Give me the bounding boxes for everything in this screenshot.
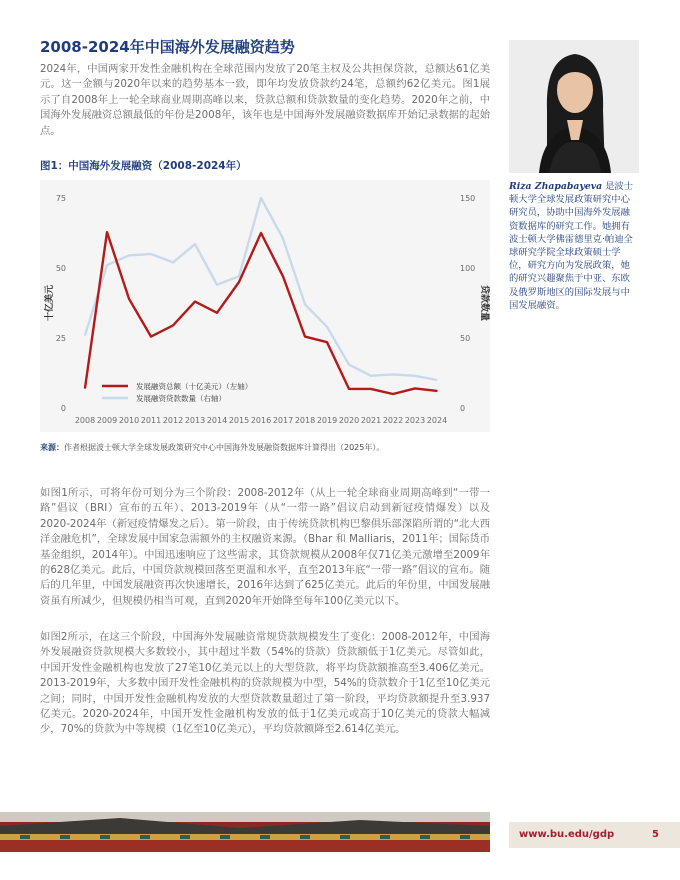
left-axis-tick-label: 25 xyxy=(55,334,66,343)
x-axis-tick-label: 2011 xyxy=(140,416,162,425)
point-loan-amount xyxy=(150,336,152,338)
point-loan-count xyxy=(326,326,328,328)
x-axis-tick-label: 2013 xyxy=(184,416,206,425)
point-loan-count xyxy=(392,374,394,376)
point-loan-count xyxy=(304,304,306,306)
x-axis-tick-label: 2022 xyxy=(382,416,404,425)
left-axis-label: 十亿美元 xyxy=(45,284,55,322)
point-loan-amount xyxy=(436,390,438,392)
point-loan-amount xyxy=(282,276,284,278)
point-loan-amount xyxy=(106,231,108,233)
x-axis-tick-label: 2010 xyxy=(118,416,140,425)
x-axis-tick-label: 2016 xyxy=(250,416,272,425)
point-loan-amount xyxy=(326,341,328,343)
x-axis-tick-label: 2009 xyxy=(96,416,118,425)
right-axis-tick-label: 0 xyxy=(460,404,466,413)
legend-label-loan-count: 发展融资贷款数量（右轴） xyxy=(136,394,226,403)
point-loan-amount xyxy=(348,388,350,390)
x-axis-tick-label: 2014 xyxy=(206,416,228,425)
point-loan-count xyxy=(238,276,240,278)
source-note xyxy=(40,442,384,453)
point-loan-amount xyxy=(172,325,174,327)
point-loan-count xyxy=(348,364,350,366)
footer-decorative-image xyxy=(0,812,490,852)
paragraph-loan-size: 如图2所示，在这三个阶段，中国海外发展融资常规贷款规模发生了变化：2008-2012年，中国海外发展融资贷款规模大多数较小，其中超过半数（54%的贷款）贷款额低于1亿美元。尽管如此，中国开发性金融机构也发放了27笔10亿美元以上的大型贷款，将平均贷款额推高至3.406亿美元。2013-2019年，大多数中国开发性金融机构的贷款规模为中型，54%的贷款数介于1亿至10亿美元之间；同时，中国开发性金融机构发放的大型贷款数量超过了第一阶段，平均贷款额提升至3.937亿美元。2020-2024年，中国开发性金融机构发放的低于1亿美元或高于10亿美元的贷款大幅减少，70%的贷款为中等规模（1亿至10亿美元），平均贷款额降至2.614亿美元。 xyxy=(40,631,490,736)
x-axis-tick-label: 2024 xyxy=(426,416,448,425)
source-text: 作者根据波士顿大学全球发展政策研究中心中国海外发展融资数据库计算得出（2025年）。 xyxy=(64,443,385,452)
line-chart xyxy=(40,180,490,432)
x-axis-tick-label: 2017 xyxy=(272,416,294,425)
point-loan-count xyxy=(128,255,130,257)
point-loan-count xyxy=(150,253,152,255)
author-name: Riza Zhapabayeva xyxy=(509,181,603,192)
author-bio xyxy=(509,180,639,312)
point-loan-amount xyxy=(392,393,394,395)
point-loan-amount xyxy=(128,298,130,300)
right-axis-tick-label: 150 xyxy=(460,194,476,203)
figure-title: 图1：中国海外发展融资（2008-2024年） xyxy=(40,160,247,172)
page-number: 5 xyxy=(652,829,659,840)
right-axis-tick-label: 100 xyxy=(460,264,476,273)
point-loan-count xyxy=(282,238,284,240)
point-loan-amount xyxy=(238,281,240,283)
author-portrait-image xyxy=(509,40,639,173)
x-axis-tick-label: 2008 xyxy=(74,416,96,425)
x-axis-tick-label: 2023 xyxy=(404,416,426,425)
point-loan-count xyxy=(414,375,416,377)
point-loan-count xyxy=(106,264,108,266)
point-loan-count xyxy=(436,379,438,381)
paragraph-phases: 如图1所示，可将年份可划分为三个阶段：2008-2012年（从上一轮全球商业周期高峰到“一带一路”倡议（BRI）宣布的五年）、2013-2019年（从“一带一路”倡议启动到新冠疫情爆发）以及2020-2024年（新冠疫情爆发之后）。第一阶段，由于传统贷款机构巴黎俱乐部深陷所谓的“北大西洋金融危机”，全球发展中国家急需额外的主权融资来源。（Bhar 和 Malliaris，2011年；国际货币基金组织，2014年）。中国迅速响应了这些需求，其贷款规模从2008年仅71亿美元激增至2009年的628亿美元。此后，中国贷款规模回落至更温和水平，直至2013年底“一带一路”倡议的宣布。随后的几年里，中国发展融资再次快速增长，2016年达到了625亿美元。此后的年份里，中国发展融资虽有所减少，但规模仍相当可观，直到2020年开始降至每年100亿美元以下。 xyxy=(40,487,490,607)
footer-url-link[interactable]: www.bu.edu/gdp xyxy=(519,829,615,840)
chart-panel xyxy=(40,180,490,432)
x-axis-tick-label: 2021 xyxy=(360,416,382,425)
x-axis-tick-label: 2015 xyxy=(228,416,250,425)
x-axis-tick-label: 2019 xyxy=(316,416,338,425)
source-label: 来源： xyxy=(40,443,64,452)
point-loan-amount xyxy=(84,387,86,389)
x-axis-tick-label: 2020 xyxy=(338,416,360,425)
right-axis-tick-label: 50 xyxy=(460,334,471,343)
author-bio-text: 是波士顿大学全球发展政策研究中心研究员，协助中国海外发展融资数据库的研究工作。她拥有波士顿大学佛雷德里克·帕迪全球研究学院全球政策硕士学位，研究方向为发展政策，她的研究兴趣聚焦于中亚、东欧及俄罗斯地区的国际发展与中国发展融资。 xyxy=(509,181,634,311)
point-loan-amount xyxy=(304,336,306,338)
legend-label-loan-amount: 发展融资总额（十亿美元）（左轴） xyxy=(136,382,253,391)
point-loan-amount xyxy=(260,232,262,234)
x-axis-tick-label: 2018 xyxy=(294,416,316,425)
point-loan-amount xyxy=(370,388,372,390)
point-loan-count xyxy=(370,375,372,377)
point-loan-amount xyxy=(194,301,196,303)
point-loan-amount xyxy=(414,388,416,390)
intro-paragraph: 2024年，中国两家开发性金融机构在全球范围内发放了20笔主权及公共担保贷款，总额达61亿美元。这一金额与2020年以来的趋势基本一致，即年均发放贷款约24笔，总额约62亿美元。图1展示了自2008年上一轮全球商业周期高峰以来，贷款总额和贷款数量的变化趋势。2020年之前，中国海外发展融资总额最低的年份是2008年，该年也是中国海外发展融资数据库开始记录数据的起始点。 xyxy=(40,63,490,137)
point-loan-count xyxy=(260,197,262,199)
left-axis-tick-label: 50 xyxy=(55,264,66,273)
point-loan-count xyxy=(84,334,86,336)
series-line-loan-count xyxy=(85,198,437,380)
palace-roof-image xyxy=(0,812,490,852)
point-loan-count xyxy=(216,284,218,286)
right-axis-label: 贷款数量 xyxy=(479,284,489,322)
left-axis-tick-label: 75 xyxy=(55,194,66,203)
page-title: 2008-2024年中国海外发展融资趋势 xyxy=(40,38,295,56)
author-photo xyxy=(509,40,639,173)
series-line-loan-amount xyxy=(85,232,437,394)
point-loan-count xyxy=(172,262,174,264)
point-loan-count xyxy=(194,243,196,245)
point-loan-amount xyxy=(216,312,218,314)
left-axis-tick-label: 0 xyxy=(60,404,66,413)
x-axis-tick-label: 2012 xyxy=(162,416,184,425)
